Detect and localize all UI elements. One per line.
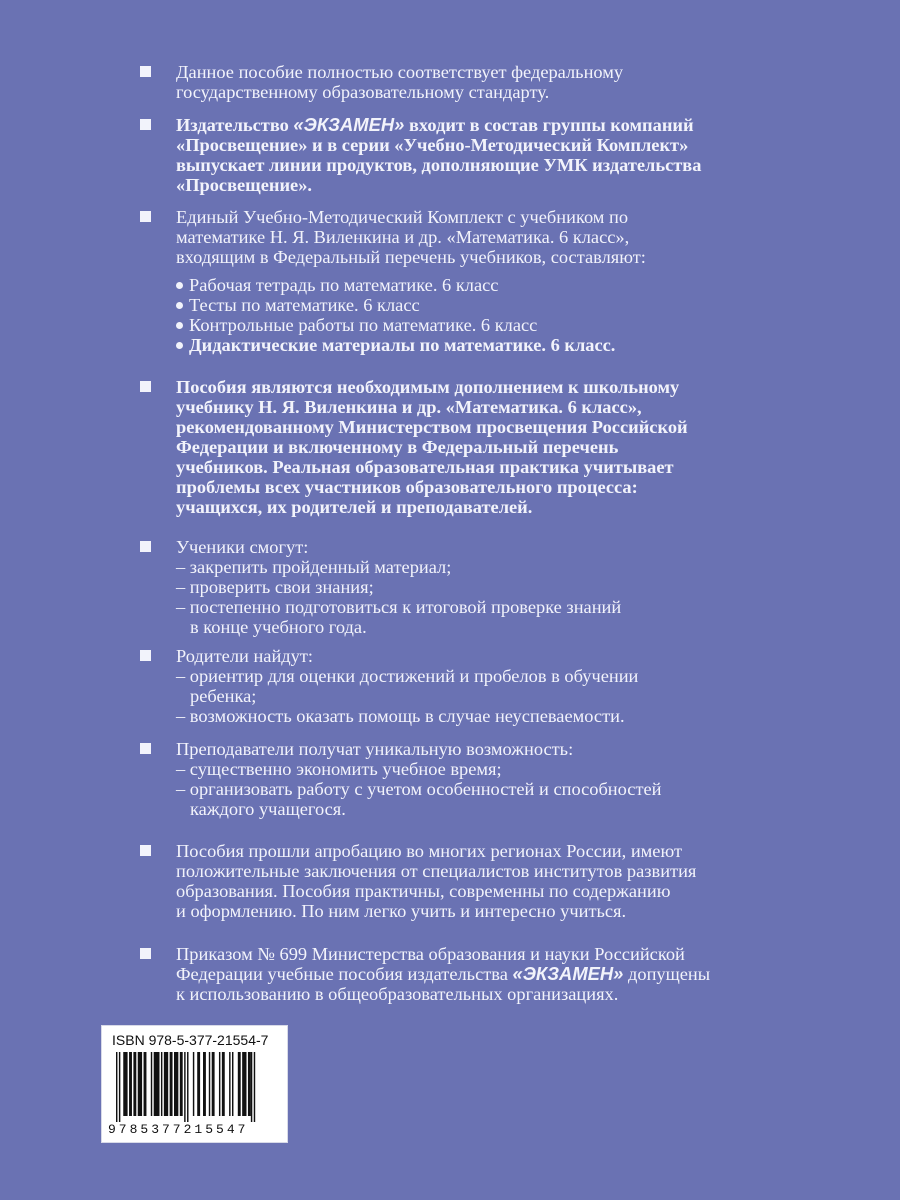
square-bullet-icon	[140, 845, 151, 856]
dot-bullet-icon	[176, 322, 183, 329]
square-bullet-icon	[140, 119, 151, 130]
barcode-bar	[238, 1052, 241, 1116]
barcode-bar	[254, 1052, 255, 1122]
barcode-bar	[242, 1052, 246, 1116]
square-bullet-icon	[140, 66, 151, 77]
square-bullet-icon	[140, 211, 151, 222]
isbn-label: ISBN 978-5-377-21554-7	[112, 1032, 269, 1048]
barcode-bar	[170, 1052, 173, 1116]
barcode-bar	[209, 1052, 210, 1116]
umk-paragraph: Единый Учебно-Методический Комплект с учебником по математике Н. Я. Виленкина и др. «Математика. 6 класс», входящим в Федеральный перечень учебников, составляют: Рабочая тетрадь по математике. 6 класс Тесты по математике. 6 класс Контрольные работы по математике. 6 класс Дидактические материалы по математике. 6 класс.	[176, 207, 830, 355]
barcode-bar	[193, 1052, 194, 1116]
barcode-bar	[229, 1052, 230, 1116]
approbation-paragraph: Пособия прошли апробацию во многих регионах России, имеют положительные заключения от специалистов институтов развития образования. Пособия практичны, современны по содержанию и оформлению. По ним легко учить и интересно учиться.	[176, 841, 830, 921]
parents-paragraph: Родители найдут: – ориентир для оценки достижений и пробелов в обучении ребенка; – возможность оказать помощь в случае неуспеваемости.	[176, 646, 830, 726]
barcode-bar	[212, 1052, 215, 1116]
barcode-bar	[174, 1052, 178, 1116]
barcode-bar	[161, 1052, 162, 1116]
barcode-bar	[248, 1052, 251, 1116]
dot-bullet-icon	[176, 282, 183, 289]
barcode-bar	[138, 1052, 142, 1116]
barcode-bar	[232, 1052, 233, 1116]
order-paragraph: Приказом № 699 Министерства образования и науки Российской Федерации учебные пособия издательства «ЭКЗАМЕН» допущены к использованию в общеобразовательных организациях.	[176, 944, 830, 1004]
barcode-bar	[184, 1052, 185, 1122]
barcode-bar	[203, 1052, 206, 1116]
barcode-bar	[164, 1052, 168, 1116]
barcode-bar	[129, 1052, 132, 1116]
barcode-bar	[222, 1052, 225, 1116]
barcode-bar	[187, 1052, 188, 1122]
dot-bullet-icon	[176, 342, 183, 349]
isbn-barcode	[101, 1025, 288, 1143]
barcode-bar	[116, 1052, 117, 1122]
students-paragraph: Ученики смогут: – закрепить пройденный материал; – проверить свои знания; – постепенно подготовиться к итоговой проверке знаний в конце учебного года.	[176, 537, 830, 637]
square-bullet-icon	[140, 743, 151, 754]
barcode-digits: 9785377215547	[108, 1122, 249, 1137]
square-bullet-icon	[140, 650, 151, 661]
list-item: Рабочая тетрадь по математике. 6 класс	[176, 275, 830, 295]
barcode-bar	[154, 1052, 160, 1116]
square-bullet-icon	[140, 541, 151, 552]
benefits-paragraph: Пособия являются необходимым дополнением к школьному учебнику Н. Я. Виленкина и др. «Математика. 6 класс», рекомендованному Министерством просвещения Российской Федерации и включенному в Федеральный перечень учебников. Реальная образовательная практика учитывает проблемы всех участников образовательного процесса: учащихся, их родителей и преподавателей.	[176, 377, 830, 517]
barcode-bar	[151, 1052, 152, 1116]
square-bullet-icon	[140, 381, 151, 392]
barcode-bar	[123, 1052, 127, 1116]
list-item: Тесты по математике. 6 класс	[176, 295, 830, 315]
teachers-paragraph: Преподаватели получат уникальную возможность: – существенно экономить учебное время; – организовать работу с учетом особенностей и способностей каждого учащегося.	[176, 739, 830, 819]
barcode-bar	[180, 1052, 183, 1116]
brand-name: «ЭКЗАМЕН»	[293, 114, 405, 135]
umk-list	[176, 275, 830, 355]
barcode-bar	[251, 1052, 252, 1122]
barcode-bar	[144, 1052, 147, 1116]
dot-bullet-icon	[176, 302, 183, 309]
publisher-paragraph: Издательство «ЭКЗАМЕН» входит в состав группы компаний «Просвещение» и в серии «Учебно-Методический Комплект» выпускает линии продуктов, дополняющие УМК издательства «Просвещение».	[176, 115, 830, 195]
square-bullet-icon	[140, 948, 151, 959]
standard-compliance-paragraph: Данное пособие полностью соответствует федеральному государственному образовательному стандарту.	[176, 62, 830, 102]
barcode-bars	[116, 1052, 274, 1122]
list-item: Дидактические материалы по математике. 6 класс.	[176, 335, 830, 355]
barcode-bar	[219, 1052, 220, 1116]
barcode-bar	[133, 1052, 136, 1116]
barcode-bar	[197, 1052, 200, 1116]
barcode-bar	[119, 1052, 120, 1122]
brand-name: «ЭКЗАМЕН»	[512, 963, 624, 984]
list-item: Контрольные работы по математике. 6 класс	[176, 315, 830, 335]
